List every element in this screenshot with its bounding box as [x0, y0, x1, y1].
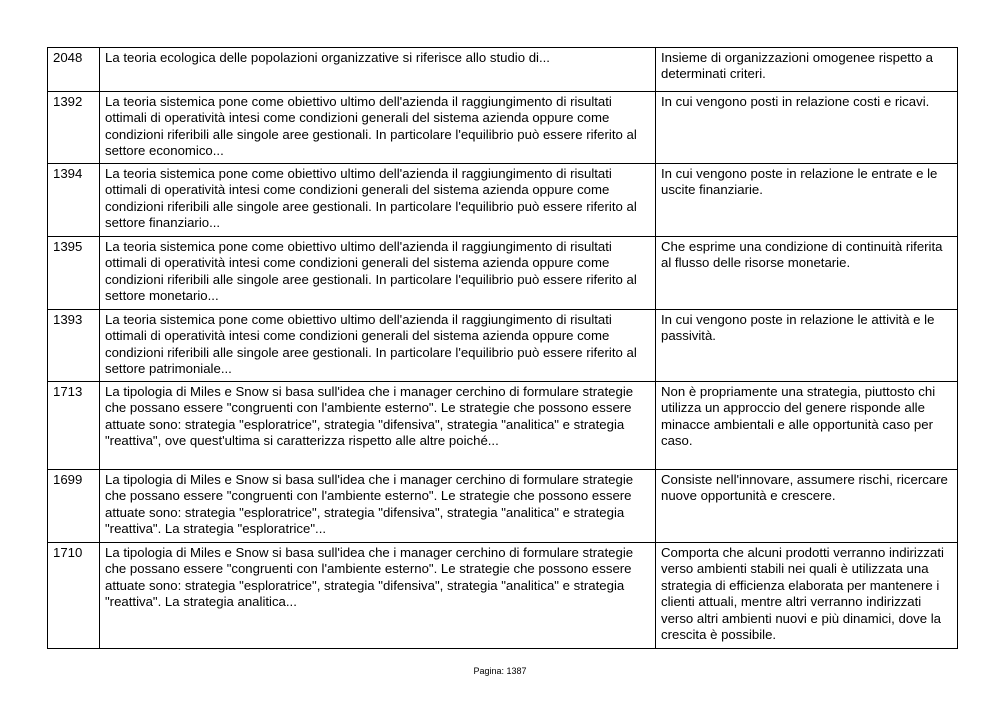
question-id: 1710: [48, 543, 100, 649]
table-body: [48, 48, 958, 649]
table-row: [48, 310, 958, 382]
question-text: La teoria sistemica pone come obiettivo ultimo dell'azienda il raggiungimento di risultati ottimali di operatività intesi come condizioni generali del sistema azienda oppure come condizioni riferibili alle singole aree gestionali. In particolare l'equilibrio può essere riferito al settore economico...: [100, 92, 656, 164]
answer-text: In cui vengono posti in relazione costi e ricavi.: [656, 92, 958, 164]
table-row: [48, 543, 958, 649]
question-text: La tipologia di Miles e Snow si basa sull'idea che i manager cerchino di formulare strategie che possano essere "congruenti con l'ambiente esterno". Le strategie che possono essere attuate sono: strategia "esploratrice", strategia "difensiva", strategia "analitica" e strategia "reattiva". La strategia analitica...: [100, 543, 656, 649]
question-text: La tipologia di Miles e Snow si basa sull'idea che i manager cerchino di formulare strategie che possano essere "congruenti con l'ambiente esterno". Le strategie che possono essere attuate sono: strategia "esploratrice", strategia "difensiva", strategia "analitica" e strategia "reattiva". La strategia "esploratrice"...: [100, 470, 656, 543]
answer-text: Insieme di organizzazioni omogenee rispetto a determinati criteri.: [656, 48, 958, 92]
question-id: 1393: [48, 310, 100, 382]
question-text: La tipologia di Miles e Snow si basa sull'idea che i manager cerchino di formulare strategie che possano essere "congruenti con l'ambiente esterno". Le strategie che possono essere attuate sono: strategia "esploratrice", strategia "difensiva", strategia "analitica" e strategia "reattiva", ove quest'ultima si caratterizza rispetto alle altre poiché...: [100, 382, 656, 470]
question-id: 1394: [48, 164, 100, 237]
answer-text: In cui vengono poste in relazione le attività e le passività.: [656, 310, 958, 382]
question-text: La teoria sistemica pone come obiettivo ultimo dell'azienda il raggiungimento di risultati ottimali di operatività intesi come condizioni generali del sistema azienda oppure come condizioni riferibili alle singole aree gestionali. In particolare l'equilibrio può essere riferito al settore monetario...: [100, 237, 656, 310]
question-id: 2048: [48, 48, 100, 92]
answer-text: Che esprime una condizione di continuità riferita al flusso delle risorse monetarie.: [656, 237, 958, 310]
page-number: Pagina: 1387: [473, 666, 527, 676]
table-row: [48, 164, 958, 237]
answer-text: Non è propriamente una strategia, piuttosto chi utilizza un approccio del genere risponde alle minacce ambientali e alle opportunità caso per caso.: [656, 382, 958, 470]
question-text: La teoria ecologica delle popolazioni organizzative si riferisce allo studio di...: [100, 48, 656, 92]
question-id: 1392: [48, 92, 100, 164]
table-row: [48, 382, 958, 470]
table-row: [48, 48, 958, 92]
answer-text: In cui vengono poste in relazione le entrate e le uscite finanziarie.: [656, 164, 958, 237]
table-row: [48, 92, 958, 164]
table-row: [48, 470, 958, 543]
answer-text: Comporta che alcuni prodotti verranno indirizzati verso ambienti stabili nei quali è utilizzata una strategia di efficienza elaborata per mantenere i clienti attuali, mentre altri verranno indirizzati verso altri ambienti nuovi e più dinamici, dove la crescita è possibile.: [656, 543, 958, 649]
question-answer-table: [47, 47, 958, 649]
question-text: La teoria sistemica pone come obiettivo ultimo dell'azienda il raggiungimento di risultati ottimali di operatività intesi come condizioni generali del sistema azienda oppure come condizioni riferibili alle singole aree gestionali. In particolare l'equilibrio può essere riferito al settore finanziario...: [100, 164, 656, 237]
table-row: [48, 237, 958, 310]
question-id: 1713: [48, 382, 100, 470]
question-text: La teoria sistemica pone come obiettivo ultimo dell'azienda il raggiungimento di risultati ottimali di operatività intesi come condizioni generali del sistema azienda oppure come condizioni riferibili alle singole aree gestionali. In particolare l'equilibrio può essere riferito al settore patrimoniale...: [100, 310, 656, 382]
answer-text: Consiste nell'innovare, assumere rischi, ricercare nuove opportunità e crescere.: [656, 470, 958, 543]
question-id: 1395: [48, 237, 100, 310]
question-id: 1699: [48, 470, 100, 543]
